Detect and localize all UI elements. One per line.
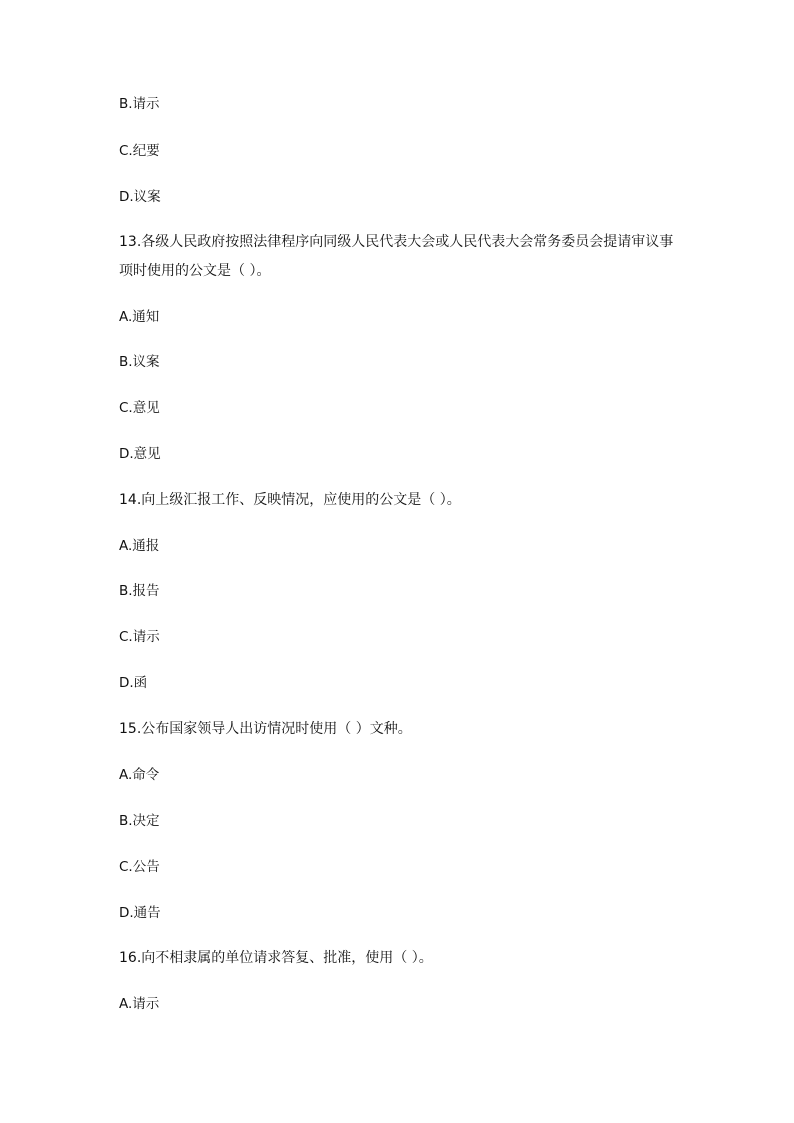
question-13-line-1: 13.各级人民政府按照法律程序向同级人民代表大会或人民代表大会常务委员会提请审议事 <box>119 234 674 250</box>
option-14-c: C.请示 <box>119 629 160 645</box>
option-15-c: C.公告 <box>119 859 160 875</box>
question-15: 15.公布国家领导人出访情况时使用（ ）文种。 <box>119 721 412 737</box>
option-13-b: B.议案 <box>119 354 160 370</box>
option-13-c: C.意见 <box>119 400 160 416</box>
option-14-b: B.报告 <box>119 583 160 599</box>
option-12-c: C.纪要 <box>119 143 160 159</box>
question-14: 14.向上级汇报工作、反映情况，应使用的公文是（ ）。 <box>119 492 461 508</box>
option-15-a: A.命令 <box>119 767 160 783</box>
option-14-d: D.函 <box>119 675 148 691</box>
option-12-d: D.议案 <box>119 189 161 205</box>
question-16: 16.向不相隶属的单位请求答复、批准，使用（ ）。 <box>119 950 433 966</box>
option-13-a: A.通知 <box>119 309 160 325</box>
option-15-d: D.通告 <box>119 905 161 921</box>
option-16-a: A.请示 <box>119 996 160 1012</box>
option-14-a: A.通报 <box>119 538 160 554</box>
question-13-line-2: 项时使用的公文是（ ）。 <box>119 263 271 279</box>
option-13-d: D.意见 <box>119 446 161 462</box>
option-15-b: B.决定 <box>119 813 160 829</box>
option-12-b: B.请示 <box>119 96 160 112</box>
